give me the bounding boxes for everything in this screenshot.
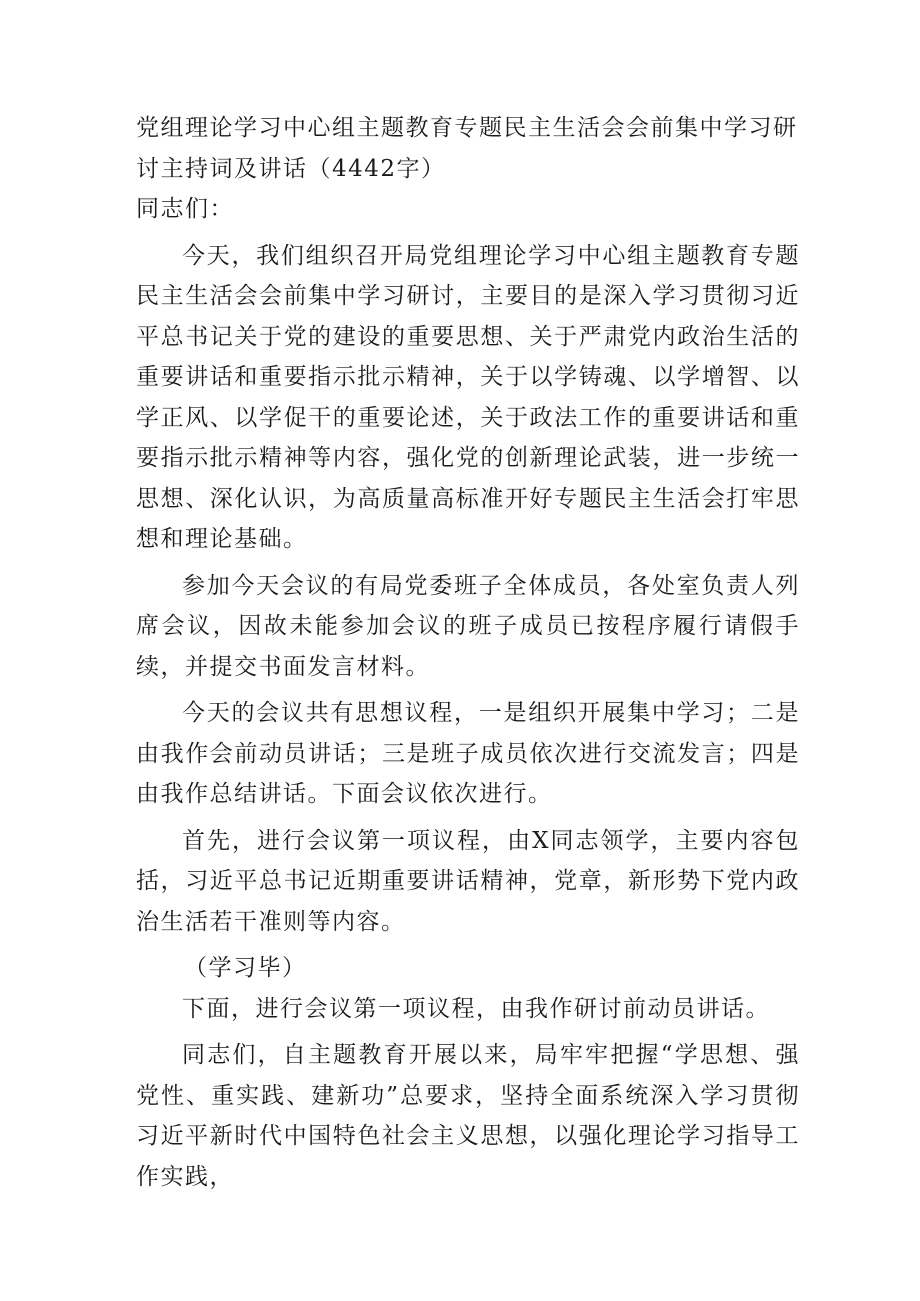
salutation: 同志们： <box>136 196 234 222</box>
document-body <box>136 108 800 1197</box>
paragraph-opening: 今天，我们组织召开局党组理论学习中心组主题教育专题民主生活会会前集中学习研讨，主要目的是深入学习贯彻习近平总书记关于党的建设的重要思想、关于严肃党内政治生活的重要讲话和重要指示批示精神，关于以学铸魂、以学增智、以学正风、以学促干的重要论述，关于政法工作的重要讲话和重要指示批示精神等内容，强化党的创新理论武装，进一步统一思想、深化认识，为高质量高标准开好专题民主生活会打牢思想和理论基础。 <box>136 242 800 552</box>
paragraph-speech-start: 同志们，自主题教育开展以来，局牢牢把握“学思想、强党性、重实践、建新功”总要求，坚持全面系统深入学习贯彻习近平新时代中国特色社会主义思想，以强化理论学习指导工作实践， <box>136 1042 800 1190</box>
study-complete-note: （学习毕） <box>184 955 307 981</box>
document-title: 党组理论学习中心组主题教育专题民主生活会会前集中学习研讨主持词及讲话（4442字） <box>136 115 798 182</box>
paragraph-attendance: 参加今天会议的有局党委班子全体成员，各处室负责人列席会议，因故未能参加会议的班子成员已按程序履行请假手续，并提交书面发言材料。 <box>136 572 800 680</box>
paragraph-first-item: 首先，进行会议第一项议程，由X同志领学，主要内容包括，习近平总书记近期重要讲话精神，党章，新形势下党内政治生活若干准则等内容。 <box>136 827 800 935</box>
paragraph-next-item: 下面，进行会议第一项议程，由我作研讨前动员讲话。 <box>182 995 770 1022</box>
paragraph-agenda: 今天的会议共有思想议程，一是组织开展集中学习；二是由我作会前动员讲话；三是班子成员依次进行交流发言；四是由我作总结讲话。下面会议依次进行。 <box>136 700 800 807</box>
